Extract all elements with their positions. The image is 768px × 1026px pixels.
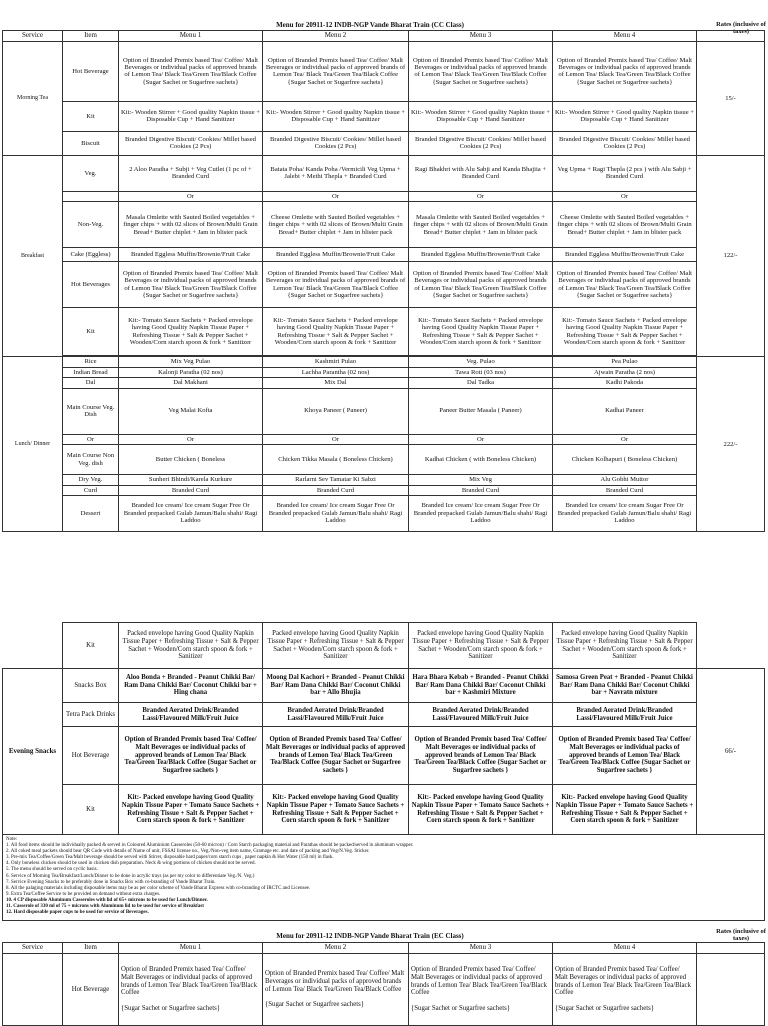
cell-text: Khoya Paneer ( Paneer) bbox=[263, 388, 409, 434]
item-hot-beverages: Hot Beverages bbox=[63, 262, 119, 308]
cell-text: Kit:- Tomato Sauce Sachets + Packed envelope having Good Quality Napkin Tissue Paper + Refreshing Tissue + Salt & Pepper Sachet + Wooden/Corn starch spoon & fork + Sanitizer bbox=[553, 308, 697, 356]
header-menu-3: Menu 3 bbox=[409, 31, 553, 42]
evening-snacks-table bbox=[2, 622, 765, 921]
note-line: 8. All the palaging materials including disposable items may be as per color scheme of Vande Bharat Express with co-branding of IRCTC and Licensee. bbox=[6, 885, 311, 891]
cell-text: Moong Dal Kachori + Branded - Peanut Chikki Bar/ Ram Dana Chikki Bar/ Coconut Chikki bar + Allo Bhujia bbox=[263, 669, 409, 703]
cell-text: Branded Aerated Drink/Branded Lassi/Flavoured Milk/Fruit Juice bbox=[263, 703, 409, 727]
cell-text: Alu Gobhi Muttor bbox=[553, 475, 697, 485]
cell-text: Branded Digestive Biscuit/ Cookies/ Millet based Cookies (2 Pcs) bbox=[409, 131, 553, 155]
or-cell: Or bbox=[263, 434, 409, 444]
or-cell bbox=[63, 191, 119, 201]
cell-text: Branded Eggless Muffin/Brownie/Fruit Cake bbox=[263, 248, 409, 262]
cell-text: Kit:- Packed envelope having Good Quality Napkin Tissue Paper + Tomato Sauce Sachets + Refreshing Tissue + Salt & Pepper Sachet + Corn starch spoon & fork + Sanitizer bbox=[409, 785, 553, 835]
cell-text: Dal Tadka bbox=[409, 378, 553, 388]
header-menu-2: Menu 2 bbox=[263, 31, 409, 42]
note-line: 1. All food items should be individually packed & served in Coloured Aluminium Casseroles (50-60 micron) / Corn Starch packaging material and Parathas should be packed/served in aluminum wrapper. bbox=[6, 843, 414, 849]
table-row bbox=[3, 131, 765, 155]
cell-text: Mix Dal bbox=[263, 378, 409, 388]
item-non-veg: Non-Veg. bbox=[63, 202, 119, 248]
cell-text: Veg Upma + Ragi Thepla (2 pcs ) with Alu Sabji + Branded Curd bbox=[553, 155, 697, 191]
note-line: 7. Service Evening Snacks to be preferably done in Snacks Box with co-branding of Vande Bharat Train. bbox=[6, 879, 216, 885]
table-row bbox=[3, 202, 765, 248]
cell-text: Branded Ice cream/ Ice cream Sugar Free Or Branded prepacked Gulab Jamun/Balu shahi/ Ragi Laddoo bbox=[119, 495, 263, 531]
cell-text: Option of Branded Premix based Tea/ Coffee/ Malt Beverages or individual packs of approved brands of Lemon Tea/ Black Tea/Green Tea/Black Coffee {Sugar Sachet or Sugarfree sachets} bbox=[263, 262, 409, 308]
cell-text: Batata Poha/ Kanda Poha /Vermicili Veg Upma + Jalebi + Methi Thepla + Branded Curd bbox=[263, 155, 409, 191]
cell-text: 2 Aloo Paratha + Subji + Veg Cutlet (1 pc of + Branded Curd bbox=[119, 155, 263, 191]
note-line: 5. The menu should be served on cyclic basis. bbox=[6, 867, 98, 873]
table-row bbox=[3, 475, 765, 485]
hb-sugar-text: {Sugar Sachet or Sugarfree sachets} bbox=[555, 1004, 655, 1012]
cell-text: Branded Curd bbox=[263, 485, 409, 495]
cell-text: Kit:- Packed envelope having Good Quality Napkin Tissue Paper + Tomato Sauce Sachets + Refreshing Tissue + Salt & Pepper Sachet + Corn starch spoon & fork + Sanitizer bbox=[119, 785, 263, 835]
cell-text: Branded Eggless Muffin/Brownie/Fruit Cake bbox=[409, 248, 553, 262]
note-line: 6. Service of Morning Tea/Breakfast/Lunch/Dinner to be done in acrylic trays (as per my color to differentiate Veg./N. Veg.) bbox=[6, 873, 255, 879]
cell-text: Branded Curd bbox=[409, 485, 553, 495]
cell-text: Option of Branded Premix based Tea/ Coffee/ Malt Beverages or individual packs of approved brands of Lemon Tea/ Black Tea/Green Tea/Black Coffee {Sugar Sachet or Sugarfree sachets} bbox=[409, 41, 553, 101]
table-row bbox=[3, 703, 765, 727]
cell-text: Branded Aerated Drink/Branded Lassi/Flavoured Milk/Fruit Juice bbox=[553, 703, 697, 727]
or-cell: Or bbox=[263, 191, 409, 201]
cell-text: Kadhi Pakoda bbox=[553, 378, 697, 388]
item-hot-beverage: Hot Beverage bbox=[63, 953, 119, 1025]
spacer-row bbox=[3, 531, 765, 532]
cell-text bbox=[119, 953, 263, 1025]
cell-text: Pea Pulao bbox=[553, 357, 697, 367]
or-cell: Or bbox=[119, 434, 263, 444]
item-veg: Veg. bbox=[63, 155, 119, 191]
service-blank bbox=[3, 953, 63, 1025]
table-row bbox=[3, 248, 765, 262]
cell-text: Option of Branded Premix based Tea/ Coffee/ Malt Beverages or individual packs of approved brands of Lemon Tea/ Black Tea/Green Tea/Black Coffee {Sugar Sachet or Sugarfree sachets} bbox=[119, 41, 263, 101]
cell-text: Branded Curd bbox=[119, 485, 263, 495]
table-row bbox=[3, 191, 765, 201]
cell-text: Kit:- Tomato Sauce Sachets + Packed envelope having Good Quality Napkin Tissue Paper + Refreshing Tissue + Salt & Pepper Sachet + Wooden/Corn starch spoon & fork + Sanitizer bbox=[263, 308, 409, 356]
cell-text bbox=[409, 953, 553, 1025]
cell-text: Branded Ice cream/ Ice cream Sugar Free Or Branded prepacked Gulab Jamun/Balu shahi/ Ragi Laddoo bbox=[263, 495, 409, 531]
cell-text: Kit:- Packed envelope having Good Quality Napkin Tissue Paper + Tomato Sauce Sachets + Refreshing Tissue + Salt & Pepper Sachet + Corn starch spoon & fork + Sanitizer bbox=[553, 785, 697, 835]
or-cell: Or bbox=[63, 434, 119, 444]
rate-morning-tea: 15/- bbox=[697, 41, 765, 155]
table-header-row bbox=[3, 943, 765, 954]
table-row bbox=[3, 434, 765, 444]
table-row bbox=[3, 445, 765, 475]
cell-text: Option of Branded Premix based Tea/ Coffee/ Malt Beverages or individual packs of approved brands of Lemon Tea/ Black Tea/Green Tea/Black Coffee {Sugar Sachet or Sugarfree sachets} bbox=[553, 41, 697, 101]
cell-text: Paneer Butter Masala ( Paneer) bbox=[409, 388, 553, 434]
header-rates-blank bbox=[697, 31, 765, 42]
table-row bbox=[3, 41, 765, 101]
item-curd: Curd bbox=[63, 485, 119, 495]
cc-menu-table bbox=[2, 30, 765, 532]
cell-text: Kashmiri Pulao bbox=[263, 357, 409, 367]
hb-main-text: Option of Branded Premix based Tea/ Coffee/ Malt Beverages or individual packs of approved brands of Lemon Tea/ Black Tea/Green Tea/Black Coffee bbox=[555, 966, 691, 997]
header-service: Service bbox=[3, 31, 63, 42]
cell-text: Branded Aerated Drink/Branded Lassi/Flavoured Milk/Fruit Juice bbox=[409, 703, 553, 727]
cell-text: Chicken Tikka Masala ( Boneless Chicken) bbox=[263, 445, 409, 475]
cell-text: Kit:- Wooden Stirrer + Good quality Napkin tissue + Disposable Cup + Hand Sanitizer bbox=[263, 101, 409, 131]
hb-main-text: Option of Branded Premix based Tea/ Coffee/ Malt Beverages or individual packs of approved brands of Lemon Tea/ Black Tea/Green Tea/Black Coffee bbox=[121, 966, 257, 997]
ec-menu-table bbox=[2, 942, 765, 1026]
note-line: Note: bbox=[6, 837, 18, 842]
cell-text: Option of Branded Premix based Tea/ Coffee/ Malt Beverages or individual packs of approved brands of Lemon Tea/ Black Tea/Green Tea/Black Coffee {Sugar Sachet or Sugarfree sachets} bbox=[119, 262, 263, 308]
hb-sugar-text: {Sugar Sachet or Sugarfree sachets} bbox=[411, 1004, 511, 1012]
note-line: 2. All coked meal packets should bear QR Code with details of Name of unit, FSSAI license no., Veg./Non-veg item name, Gramage etc. and date of packing and Veg/N.Veg. Sticker. bbox=[6, 849, 370, 855]
service-breakfast: Breakfast bbox=[3, 155, 63, 356]
cell-text: Ajwain Paratha (2 nos) bbox=[553, 367, 697, 377]
item-cake: Cake (Eggless) bbox=[63, 248, 119, 262]
cell-text: Hara Bhara Kebab + Branded - Peanut Chikki Bar/ Ram Dana Chikki Bar/ Coconut Chikki bar + Kashmiri Mixture bbox=[409, 669, 553, 703]
cell-text: Kit:- Wooden Stirrer + Good quality Napkin tissue + Disposable Cup + Hand Sanitizer bbox=[119, 101, 263, 131]
spacer bbox=[63, 531, 697, 532]
rate-breakfast: 122/- bbox=[697, 155, 765, 356]
cell-text: Chicken Kolhapuri ( Boneless Chicken) bbox=[553, 445, 697, 475]
table-row bbox=[3, 101, 765, 131]
notes-row bbox=[3, 835, 765, 921]
cell-text: Kadhai Chicken ( with Boneless Chicken) bbox=[409, 445, 553, 475]
item-kit: Kit bbox=[63, 623, 119, 669]
cell-text: Branded Digestive Biscuit/ Cookies/ Millet based Cookies (2 Pcs) bbox=[119, 131, 263, 155]
header-menu-1: Menu 1 bbox=[119, 943, 263, 954]
cell-text: Branded Eggless Muffin/Brownie/Fruit Cake bbox=[553, 248, 697, 262]
cell-text: Packed envelope having Good Quality Napkin Tissue Paper + Refreshing Tissue + Salt & Pepper Sachet + Wooden/Corn starch spoon & fork + Sanitizer bbox=[553, 623, 697, 669]
header-service: Service bbox=[3, 943, 63, 954]
table-row bbox=[3, 262, 765, 308]
note-line: 9. Extra Tea/Coffee Service to be provided on demand without extra charges. bbox=[6, 891, 161, 897]
item-tetra-pack: Tetra Pack Drinks bbox=[63, 703, 119, 727]
table-row bbox=[3, 357, 765, 367]
cell-text: Cheese Omlette with Sauted Boiled vegetables + finger chips + with 02 slices of Brown/Multi Grain Bread+ Butter chiplet + Jam in blister pack bbox=[553, 202, 697, 248]
header-item: Item bbox=[63, 31, 119, 42]
cell-text: Branded Curd bbox=[553, 485, 697, 495]
evening-snacks-sheet bbox=[0, 616, 768, 1024]
item-main-course-veg: Main Course Veg. Dish bbox=[63, 388, 119, 434]
table-row bbox=[3, 623, 765, 669]
note-line: 3. Pre-mix Tea/Coffee/Green Tea/Malt beverage should be served with Stirrer, disposable hard paper/corn starch cups , paper napkin & Hot Water (150 ml) in flask. bbox=[6, 855, 334, 861]
cell-text: Masala Omlette with Sauted Boiled vegetables + finger chips + with 02 slices of Brown/Multi Grain Bread+ Butter chiplet + Jam in blister pack bbox=[409, 202, 553, 248]
item-kit: Kit bbox=[63, 785, 119, 835]
item-biscuit: Biscuit bbox=[63, 131, 119, 155]
cell-text: Veg. Pulao bbox=[409, 357, 553, 367]
cell-text bbox=[553, 953, 697, 1025]
rate-lunch-dinner: 222/- bbox=[697, 357, 765, 532]
cell-text: Branded Ice cream/ Ice cream Sugar Free Or Branded prepacked Gulab Jamun/Balu shahi/ Ragi Laddoo bbox=[553, 495, 697, 531]
item-dessert: Dessert bbox=[63, 495, 119, 531]
cell-text: Option of Branded Premix based Tea/ Coffee/ Malt Beverages or individual packs of approved brands of Lemon Tea/ Black Tea/Green Tea/Black Coffee {Sugar Sachet or Sugarfree sachets } bbox=[553, 727, 697, 785]
cell-text: Veg Malai Kofta bbox=[119, 388, 263, 434]
ec-menu-title: Menu for 20911-12 INDB-NGP Vande Bharat Train (EC Class) bbox=[276, 932, 464, 940]
header-rates-blank bbox=[697, 943, 765, 954]
cell-text: Option of Branded Premix based Tea/ Coffee/ Malt Beverages or individual packs of approved brands of Lemon Tea/ Black Tea/Green Tea/Black Coffee {Sugar Sachet or Sugarfree sachets } bbox=[263, 727, 409, 785]
item-snacks-box: Snacks Box bbox=[63, 669, 119, 703]
cell-text: Kit:- Wooden Stirrer + Good quality Napkin tissue + Disposable Cup + Hand Sanitizer bbox=[409, 101, 553, 131]
item-hot-beverage: Hot Beverage bbox=[63, 41, 119, 101]
cell-text: Sunheri Bhindi/Karela Kurkure bbox=[119, 475, 263, 485]
table-row bbox=[3, 727, 765, 785]
cell-text: Kit:- Packed envelope having Good Quality Napkin Tissue Paper + Tomato Sauce Sachets + Refreshing Tissue + Salt & Pepper Sachet + Corn starch spoon & fork + Sanitizer bbox=[263, 785, 409, 835]
table-row bbox=[3, 388, 765, 434]
service-lunch-dinner: Lunch/ Dinner bbox=[3, 357, 63, 532]
blank-cell bbox=[3, 623, 63, 669]
item-main-course-non-veg: Main Course Non Veg. dish bbox=[63, 445, 119, 475]
cell-text: Mix Veg bbox=[409, 475, 553, 485]
cell-text: Packed envelope having Good Quality Napkin Tissue Paper + Refreshing Tissue + Salt & Pepper Sachet + Wooden/Corn starch spoon & fork + Sanitizer bbox=[409, 623, 553, 669]
table-row bbox=[3, 378, 765, 388]
cell-text: Masala Omlette with Sauted Boiled vegetables + finger chips + with 02 slices of Brown/Multi Grain Bread+ Butter chiplet + Jam in blister pack bbox=[119, 202, 263, 248]
note-line: 11. Casserole of 330 ml of 75 + microns with Aluminum lid to be used for service of Breakfast bbox=[6, 904, 204, 910]
cell-text: Option of Branded Premix based Tea/ Coffee/ Malt Beverages or individual packs of approved brands of Lemon Tea/ Black Tea/Green Tea/Black Coffee {Sugar Sachet or Sugarfree sachets} bbox=[553, 262, 697, 308]
table-row bbox=[3, 669, 765, 703]
note-line: 4. Only boneless chicken should be used in chicken dish preparation. Neck & wing portions of chicken should not be served. bbox=[6, 861, 256, 867]
hb-sugar-text: {Sugar Sachet or Sugarfree sachets} bbox=[265, 1000, 365, 1008]
header-item: Item bbox=[63, 943, 119, 954]
table-row bbox=[3, 155, 765, 191]
rates-header: Rates (inclusive of taxes) bbox=[716, 21, 766, 36]
item-kit: Kit bbox=[63, 308, 119, 356]
cell-text: Option of Branded Premix based Tea/ Coffee/ Malt Beverages or individual packs of approved brands of Lemon Tea/ Black Tea/Green Tea/Black Coffee {Sugar Sachet or Sugarfree sachets} bbox=[409, 262, 553, 308]
or-cell: Or bbox=[119, 191, 263, 201]
cell-text: Kit:- Wooden Stirrer + Good quality Napkin tissue + Disposable Cup + Hand Sanitizer bbox=[553, 101, 697, 131]
page-gap bbox=[0, 544, 768, 616]
table-row bbox=[3, 367, 765, 377]
header-menu-4: Menu 4 bbox=[553, 31, 697, 42]
cell-text: Cheese Omlette with Sauted Boiled vegetables + finger chips + with 02 slices of Brown/Multi Grain Bread+ Butter chiplet + Jam in blister pack bbox=[263, 202, 409, 248]
cc-menu-title: Menu for 20911-12 INDB-NGP Vande Bharat Train (CC Class) bbox=[276, 21, 464, 29]
hb-sugar-text: {Sugar Sachet or Sugarfree sachets} bbox=[121, 1004, 221, 1012]
or-cell: Or bbox=[409, 434, 553, 444]
cell-text: Aloo Bonda + Branded - Peanut Chikki Bar/ Ram Dana Chikki Bar/ Coconut Chikki bar + Hing chana bbox=[119, 669, 263, 703]
cell-text: Kit:- Tomato Sauce Sachets + Packed envelope having Good Quality Napkin Tissue Paper + Refreshing Tissue + Salt & Pepper Sachet + Wooden/Corn starch spoon & fork + Sanitizer bbox=[119, 308, 263, 356]
cell-text: Packed envelope having Good Quality Napkin Tissue Paper + Refreshing Tissue + Salt & Pepper Sachet + Wooden/Corn starch spoon & fork + Sanitizer bbox=[119, 623, 263, 669]
cell-text: Rarlarni Sev Tamatar Ki Sabzi bbox=[263, 475, 409, 485]
cell-text: Tawa Roti (03 nos) bbox=[409, 367, 553, 377]
cell-text bbox=[263, 953, 409, 1025]
note-line: 10. 4 CP disposable Aluminum Casseroles with lid of 65+ microns to be used for Lunch/Dinner. bbox=[6, 897, 208, 903]
or-cell: Or bbox=[409, 191, 553, 201]
cell-text: Ragi Bhakhri with Alu Sabji and Kanda Bhajiia + Branded Curd bbox=[409, 155, 553, 191]
service-morning-tea: Morning Tea bbox=[3, 41, 63, 155]
blank-cell bbox=[697, 623, 765, 669]
item-dal: Dal bbox=[63, 378, 119, 388]
table-row bbox=[3, 308, 765, 356]
table-row bbox=[3, 785, 765, 835]
cell-text: Branded Ice cream/ Ice cream Sugar Free Or Branded prepacked Gulab Jamun/Balu shahi/ Ragi Laddoo bbox=[409, 495, 553, 531]
or-cell: Or bbox=[553, 434, 697, 444]
cell-text: Butter Chicken ( Boneless bbox=[119, 445, 263, 475]
or-cell: Or bbox=[553, 191, 697, 201]
table-row bbox=[3, 485, 765, 495]
cell-text: Option of Branded Premix based Tea/ Coffee/ Malt Beverages or individual packs of approved brands of Lemon Tea/ Black Tea/Green Tea/Black Coffee {Sugar Sachet or Sugarfree sachets } bbox=[119, 727, 263, 785]
table-row bbox=[3, 495, 765, 531]
cell-text: Option of Branded Premix based Tea/ Coffee/ Malt Beverages or individual packs of approved brands of Lemon Tea/ Black Tea/Green Tea/Black Coffee {Sugar Sachet or Sugarfree sachets} bbox=[263, 41, 409, 101]
item-dry-veg: Dry Veg. bbox=[63, 475, 119, 485]
rate-evening-snacks: 66/- bbox=[697, 669, 765, 835]
cell-text: Kalonji Paratha (02 nos) bbox=[119, 367, 263, 377]
item-hot-beverage: Hot Beverage bbox=[63, 727, 119, 785]
cell-text: Packed envelope having Good Quality Napkin Tissue Paper + Refreshing Tissue + Salt & Pepper Sachet + Wooden/Corn starch spoon & fork + Sanitizer bbox=[263, 623, 409, 669]
cell-text: Branded Aerated Drink/Branded Lassi/Flavoured Milk/Fruit Juice bbox=[119, 703, 263, 727]
rates-header: Rates (inclusive of taxes) bbox=[716, 928, 766, 943]
cell-text: Branded Digestive Biscuit/ Cookies/ Millet based Cookies (2 Pcs) bbox=[263, 131, 409, 155]
cell-text: Kadhai Paneer bbox=[553, 388, 697, 434]
note-line: 12. Hard disposable paper cups to be used for service of Beverages. bbox=[6, 910, 149, 916]
cell-text: Dal Makhani bbox=[119, 378, 263, 388]
cell-text: Samosa Green Peat + Branded - Peanut Chikki Bar/ Ram Dana Chikki Bar/ Coconut Chikki bar + Navratn mixture bbox=[553, 669, 697, 703]
cell-text: Branded Eggless Muffin/Brownie/Fruit Cake bbox=[119, 248, 263, 262]
hb-main-text: Option of Branded Premix based Tea/ Coffee/ Malt Beverages or individual packs of approved brands of Lemon Tea/ Black Tea/Green Tea/Black Coffee bbox=[411, 966, 547, 997]
item-indian-bread: Indian Bread bbox=[63, 367, 119, 377]
table-header-row bbox=[3, 31, 765, 42]
notes-block bbox=[3, 835, 765, 921]
header-menu-3: Menu 3 bbox=[409, 943, 553, 954]
header-menu-1: Menu 1 bbox=[119, 31, 263, 42]
rate-blank bbox=[697, 953, 765, 1025]
cell-text: Mix Veg Pulao bbox=[119, 357, 263, 367]
item-kit: Kit bbox=[63, 101, 119, 131]
cell-text: Option of Branded Premix based Tea/ Coffee/ Malt Beverages or individual packs of approved brands of Lemon Tea/ Black Tea/Green Tea/Black Coffee {Sugar Sachet or Sugarfree sachets } bbox=[409, 727, 553, 785]
hb-main-text: Option of Branded Premix based Tea/ Coffee/ Malt Beverages or individual packs of approved brands of Lemon Tea/ Black Tea/Green Tea/Black Coffee bbox=[265, 970, 405, 993]
item-rice: Rice bbox=[63, 357, 119, 367]
cell-text: Kit:- Tomato Sauce Sachets + Packed envelope having Good Quality Napkin Tissue Paper + Refreshing Tissue + Salt & Pepper Sachet + Wooden/Corn starch spoon & fork + Sanitizer bbox=[409, 308, 553, 356]
header-menu-4: Menu 4 bbox=[553, 943, 697, 954]
cell-text: Branded Digestive Biscuit/ Cookies/ Millet based Cookies (2 Pcs) bbox=[553, 131, 697, 155]
cell-text: Lachha Parantha (02 nos) bbox=[263, 367, 409, 377]
service-evening-snacks: Evening Snacks bbox=[3, 669, 63, 835]
table-row bbox=[3, 953, 765, 1025]
header-menu-2: Menu 2 bbox=[263, 943, 409, 954]
